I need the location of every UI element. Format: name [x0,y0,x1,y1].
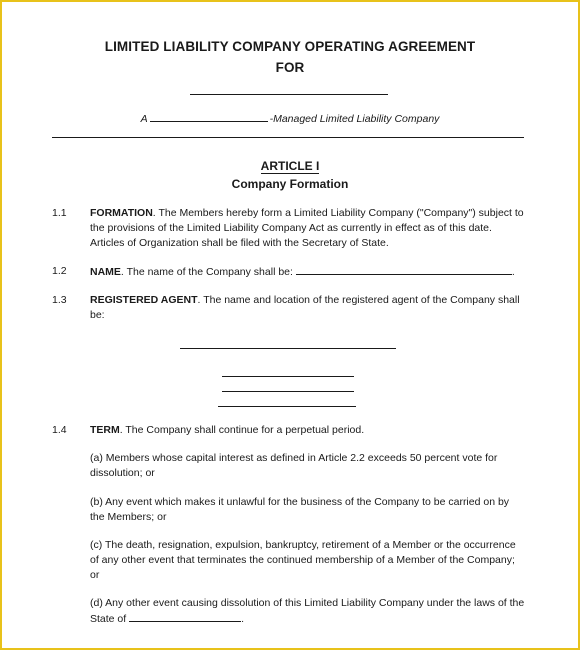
term-item-c: (c) The death, resignation, expulsion, bankruptcy, retirement of a Member or the occurrence of any other event that terminates the continued membership of a Member of the Company; or [90,539,516,581]
agent-address-blank-2 [222,391,354,392]
term-item-d-text: (d) Any other event causing dissolution of this Limited Liability Company under the laws of the State of [90,597,525,625]
section-heading: NAME [90,266,121,278]
managed-type-blank [150,111,268,122]
document-title: LIMITED LIABILITY COMPANY OPERATING AGREEMENT [104,39,476,54]
article-title: Company Formation [231,177,349,191]
section-tail: . [511,266,515,278]
article-label-text: ARTICLE I [260,159,320,173]
agent-name-blank [180,348,396,349]
managed-suffix: -Managed Limited Liability Company [269,113,440,125]
section-number: 1.3 [52,294,67,306]
term-item-d-tail: . [241,612,245,625]
section-number: 1.4 [52,424,67,436]
section-text: . The name and location of the registered agent of the Company shall be: [90,294,520,321]
agent-address-blank-3 [218,406,356,407]
section-heading: REGISTERED AGENT [90,294,198,306]
section-registered-agent [90,293,526,323]
term-item-d [90,596,526,627]
managed-prefix: A [140,113,148,125]
section-number: 1.1 [52,207,67,219]
term-item-a: (a) Members whose capital interest as defined in Article 2.2 exceeds 50 percent vote for dissolution; or [90,452,498,479]
document-title-for: FOR [275,60,305,75]
agent-address-blank-1 [222,376,354,377]
term-item-b: (b) Any event which makes it unlawful for the business of the Company to be carried on by the Members; or [90,496,510,523]
section-text: . The Members hereby form a Limited Liability Company ("Company") subject to the provisions of the Limited Liability Company Act as currently in effect as of this date. Articles of Organization shall be filed with the Secretary of State. [90,207,524,249]
section-formation [90,206,526,250]
managed-line [2,111,578,125]
company-name-blank [190,94,388,95]
section-text: . The Company shall continue for a perpetual period. [119,424,365,436]
company-name-field-blank [296,264,512,275]
section-heading: FORMATION [90,207,153,219]
section-term [90,423,526,438]
section-name [90,264,526,280]
section-text: . The name of the Company shall be: [120,266,293,278]
section-number: 1.2 [52,265,67,277]
header-divider [52,137,524,138]
state-blank [129,611,241,622]
section-heading: TERM [90,424,120,436]
article-label [2,159,578,173]
